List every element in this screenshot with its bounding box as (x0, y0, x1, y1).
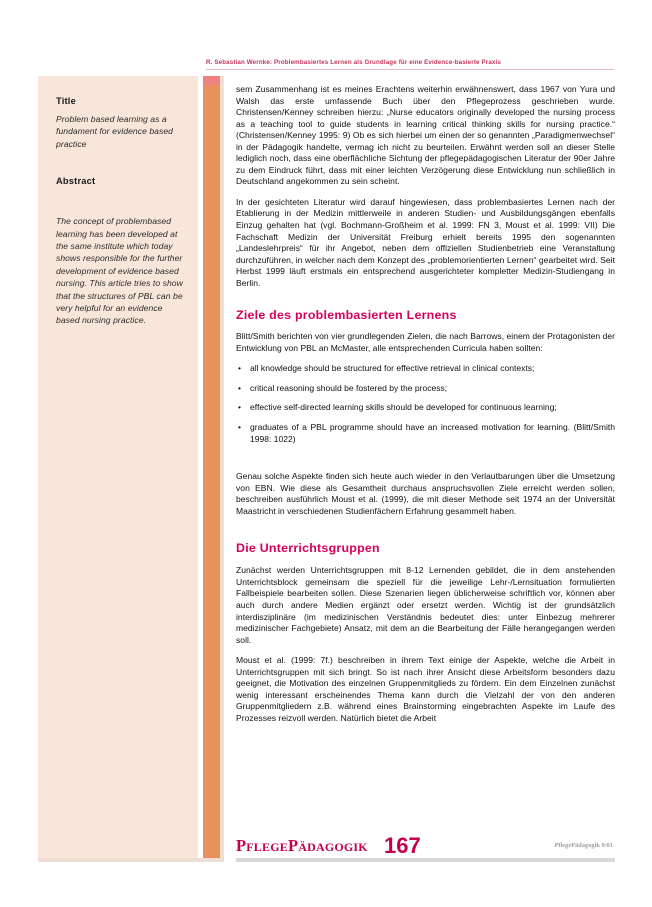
body-paragraph-1: sem Zusammenhang ist es meines Erachtens weiterhin erwähnenswert, dass 1967 von Yura und Walsh das erste umfassende Buch über den Pflegeprozess geschrieben wurde. Christensen/Kenney schreiben hierzu: „Nurse educators originally developed the nursing process as a teaching tool to guide students in learning critical thinking skills for nursing practice.“ (Christensen/Kenney 1995: 9) Ob es sich hierbei um einen der so genannten „Paradigmenwechsel“ in der Pädagogik handelte, vermag ich nicht zu beurteilen. Erwähnt werden soll an dieser Stelle lediglich noch, dass eine oberflächliche Sichtung der pflegepädagogischen Literatur der 90er Jahre zu dem Eindruck führt, dass mit einer leichten Verzögerung diese Entwicklung nun schließlich in Deutschland angekommen zu sein scheint. (236, 84, 615, 187)
goals-bullet-list (236, 363, 615, 445)
sidebar-content (56, 96, 184, 327)
list-item: • effective self-directed learning skills should be developed for continuous learning; (236, 402, 615, 414)
footer-rule-left (38, 858, 224, 862)
paragraph-spacer (236, 454, 615, 471)
sidebar-abstract-text: The concept of problembased learning has been developed at the same institute which today shows responsible for the further development of evidence based nursing. This article tries to show that the structures of PBL can be very helpful for an evidence based nursing practice. (56, 216, 183, 326)
sidebar-spacer-2 (56, 193, 184, 215)
sidebar-title-label: Title (56, 96, 76, 106)
sidebar-divider-shadow (220, 76, 224, 860)
sidebar-spacer (56, 150, 184, 176)
body-paragraph-6: Moust et al. (1999: 7f.) beschreiben in ihrem Text einige der Aspekte, welche die Arbeit in Unterrichtsgruppen mit sich bringt. So ist nach ihrer Ansicht diese Arbeitsform besonders dazu geeignet, die Motivation des einzelnen Gruppenmitglieds zu fördern. Ein dem Einzelnen zunächst wenig interessant erscheinendes Thema kann durch die Vielzahl der von den anderen Gruppenmitgliedern z.B. während eines Brainstorming eingebrachten Aspekte im Laufe des Prozesses reizvoll werden. Natürlich bietet die Arbeit (236, 655, 615, 723)
sidebar-abstract-label: Abstract (56, 176, 96, 187)
running-head: R. Sebastian Wernke: Problembasiertes Lernen als Grundlage für eine Evidence-basierte Praxis (206, 59, 501, 66)
section-heading-unterrichtsgruppen: Die Unterrichtsgruppen (236, 541, 380, 556)
footer-page-number: 167 (384, 833, 421, 858)
sidebar-divider-bar (203, 76, 220, 860)
body-paragraph-4: Genau solche Aspekte finden sich heute auch wieder in den Verlautbarungen über die Umsetzung von EBN. Wie diese als Gesamtheit durchaus anspruchsvollen Ziele erreicht werden sollen, beschreiben ausführlich Moust et al. (1999), die mit dieser Methode seit 1974 an der Universität Maastricht in verschiedenen Studienfächern Erfahrung gesammelt haben. (236, 471, 615, 516)
running-head-rule (206, 69, 614, 70)
main-text-column (236, 84, 615, 724)
list-item: • graduates of a PBL programme should have an increased motivation for learning. (Blitt/Smith 1998: 1022) (236, 422, 615, 445)
list-item: • all knowledge should be structured for effective retrieval in clinical contexts; (236, 363, 615, 375)
footer-journal-title: PflegePädagogik (236, 836, 368, 855)
list-item: • critical reasoning should be fostered by the process; (236, 383, 615, 395)
footer-issue-label: PflegePädagogik 9/01 (554, 842, 613, 849)
footer-rule (236, 858, 615, 862)
body-paragraph-2: In der gesichteten Literatur wird darauf hingewiesen, dass problembasiertes Lernen nach der Etablierung in der Medizin mittlerweile in anderen Studien- und Ausbildungsgängen ebenfalls Einzug gehalten hat (vgl. Bochmann-Großheim et al. 1999: FN 3, Moust et al. 1999: VII) Die Fachschaft Medizin der Universität Freiburg erhielt bereits 1995 den sogenannten „Landeslehrpreis“ für ihr Angebot, neben dem offiziellen Studienbetrieb eine Veranstaltung durchzuführen, in welcher nach dem Konzept des „problemorientierten Lernen“ gearbeitet wird. Seit Herbst 1999 läuft erstmals ein entsprechend ausgerichteter kompletter Medizin-Studiengang in Berlin. (236, 196, 615, 288)
sidebar-divider-bar-cap (203, 76, 220, 85)
body-paragraph-5: Zunächst werden Unterrichtsgruppen mit 8-12 Lernenden gebildet, die in dem anstehenden Unterrichtsblock gemeinsam die speziell für die jeweilige Lehr-/Lernsituation formulierten Fallbeispiele bearbeiten sollen. Diese Szenarien liegen üblicherweise schriftlich vor, können aber auch durch andere Medien ergänzt oder ersetzt werden. Wichtig ist der grundsätzlich interdisziplinäre (im medizinischen Verständnis bedeutet dies: unter Einbezug mehrerer medizinischer Fachgebiete) Ansatz, mit dem an die Bearbeitung der Fälle herangegangen werden soll. (236, 565, 615, 645)
sidebar-title-text: Problem based learning as a fundament for evidence based practice (56, 114, 174, 149)
body-paragraph-3: Blitt/Smith berichten von vier grundlegenden Zielen, die nach Barrows, einem der Protagonisten der Entwicklung von PBL an McMaster, alle entsprechenden Curricula haben sollten: (236, 331, 615, 353)
section-heading-ziele: Ziele des problembasierten Lernens (236, 308, 457, 323)
